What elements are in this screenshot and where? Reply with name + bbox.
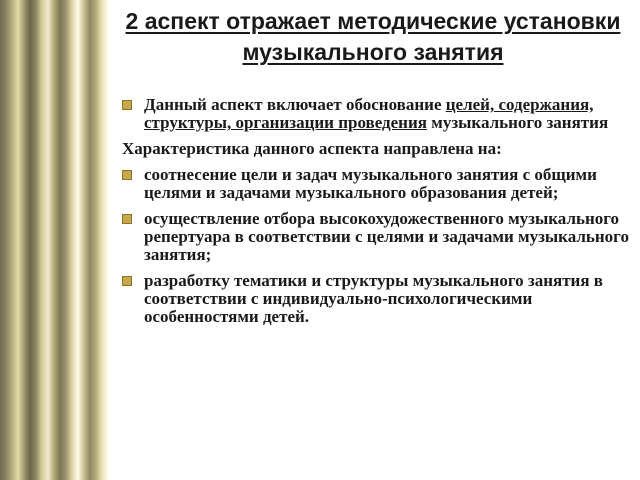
list-item [122, 210, 630, 264]
slide-title: 2 аспект отражает методические установки музыкального занятия [125, 8, 621, 65]
square-bullet-icon [122, 276, 132, 286]
subheading: Характеристика данного аспекта направлена на: [122, 139, 502, 158]
list-item-text: разработку тематики и структуры музыкального занятия в соответствии с индивидуально-психологическими особенностями детей. [144, 271, 603, 326]
decorative-stripe-band [0, 0, 112, 480]
intro-text-end: музыкального занятия [426, 113, 609, 132]
intro-text: Данный аспект включает обоснование [144, 95, 446, 114]
square-bullet-icon [122, 100, 132, 110]
list-item-text: осуществление отбора высокохудожественного музыкального репертуара в соответствии с целями и задачами музыкального занятия; [144, 209, 629, 264]
list-item-text: соотнесение цели и задач музыкального занятия с общими целями и задачами музыкального образования детей; [144, 165, 597, 202]
list-item [122, 272, 630, 326]
intro-link[interactable]: целей, содержания, структуры, организации проведения [144, 95, 594, 132]
slide-content [122, 96, 630, 334]
square-bullet-icon [122, 170, 132, 180]
intro-bullet [122, 96, 630, 132]
list-item [122, 166, 630, 202]
square-bullet-icon [122, 214, 132, 224]
